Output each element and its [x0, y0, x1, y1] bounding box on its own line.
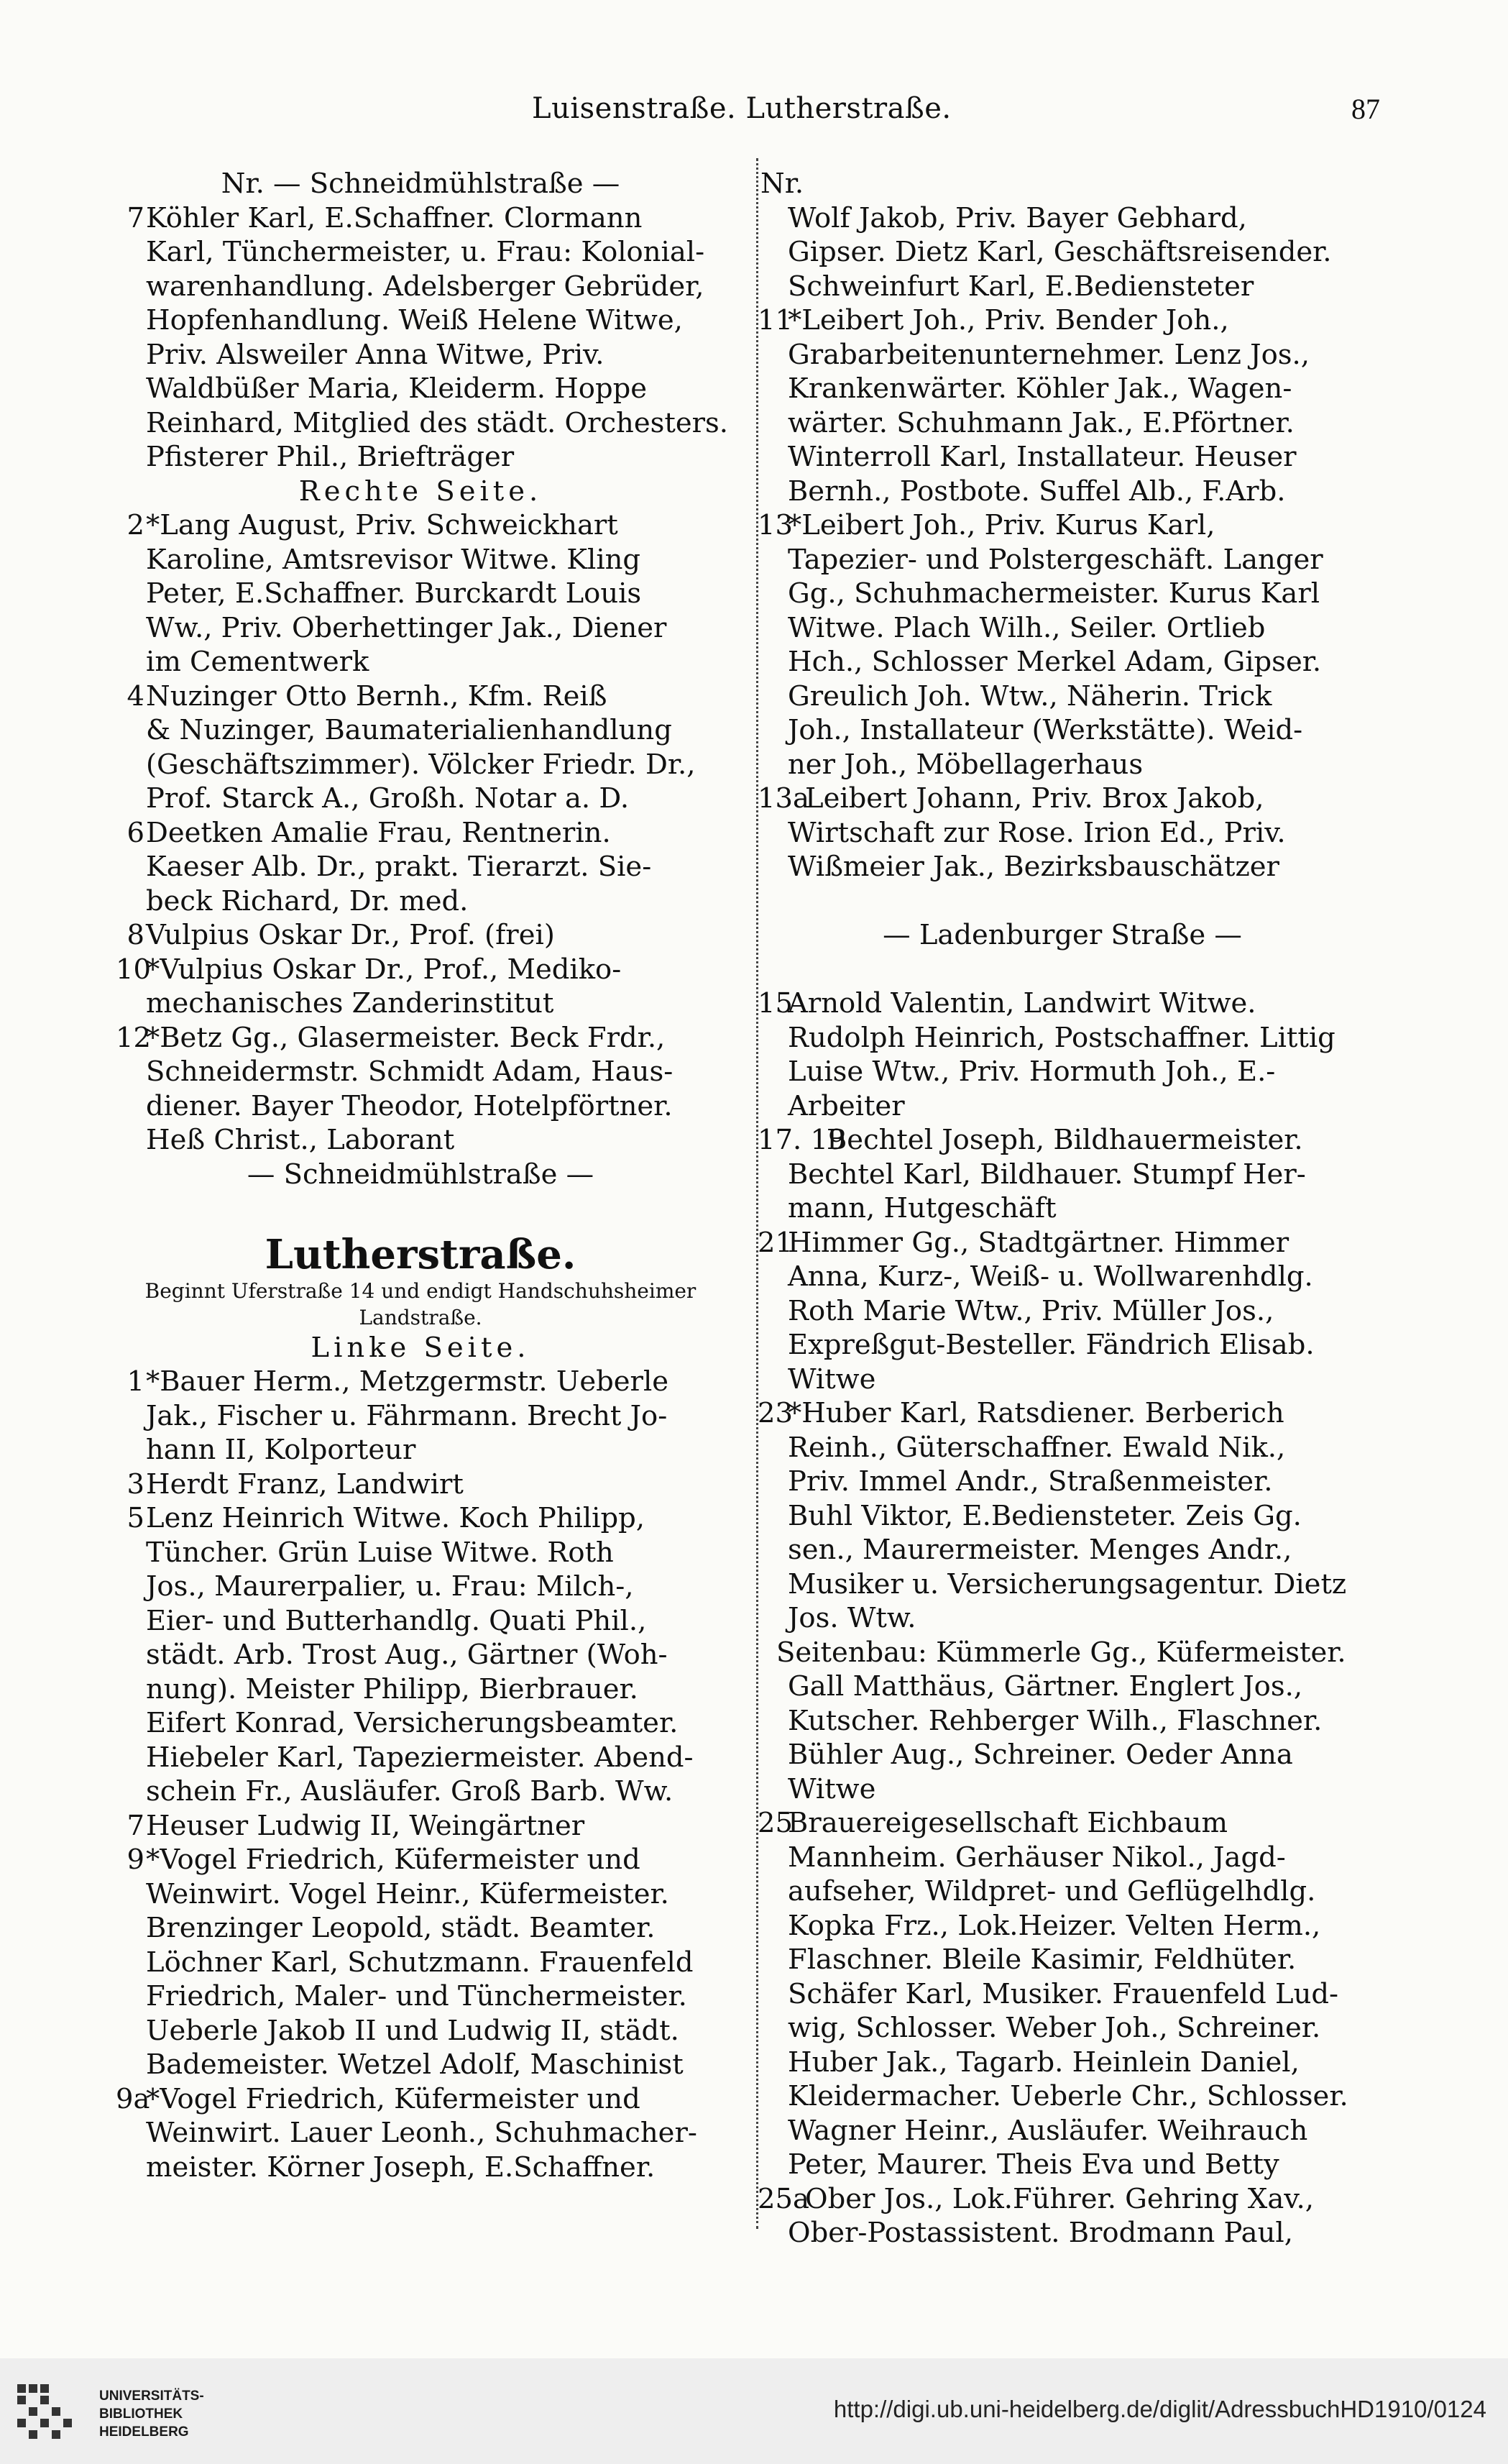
house-number: 6 [127, 816, 144, 849]
directory-line [760, 1943, 1364, 1977]
line-text: Winterroll Karl, Installateur. Heuser [788, 441, 1297, 473]
line-text: Löchner Karl, Schutzmann. Frauenfeld [146, 1946, 694, 1979]
line-text: Nr. — Schneidmühlstraße — [221, 168, 620, 200]
line-text: Tapezier- und Polstergeschäft. Langer [788, 543, 1323, 576]
directory-line [119, 1501, 722, 1536]
directory-line [760, 1533, 1364, 1567]
line-text: Landstraße. [359, 1305, 482, 1329]
directory-line [760, 816, 1364, 851]
line-text: *Leibert Joh., Priv. Bender Joh., [788, 304, 1229, 336]
directory-line [760, 782, 1364, 816]
line-text: *Bauer Herm., Metzgermstr. Ueberle [146, 1365, 669, 1398]
directory-line [760, 1977, 1364, 2012]
directory-line [116, 1021, 722, 1055]
directory-line [760, 1123, 1364, 1158]
library-logo-icon [13, 2377, 85, 2449]
line-text: im Cementwerk [146, 646, 369, 678]
line-text: *Vulpius Oskar Dr., Prof., Mediko- [146, 953, 622, 986]
directory-line [760, 713, 1364, 748]
library-logo [13, 2377, 229, 2449]
line-text: Karoline, Amtsrevisor Witwe. Kling [146, 543, 641, 576]
directory-line [119, 2151, 722, 2185]
line-text: Musiker u. Versicherungsagentur. Dietz [788, 1567, 1347, 1600]
line-text: Bechtel Joseph, Bildhauermeister. [827, 1124, 1303, 1156]
line-text: Schneidermstr. Schmidt Adam, Haus- [146, 1055, 673, 1088]
page-header [129, 92, 1380, 135]
line-text: Heß Christ., Laborant [146, 1124, 455, 1156]
directory-line [760, 2011, 1364, 2046]
directory-line [760, 235, 1364, 270]
directory-line [760, 2114, 1364, 2148]
directory-line [119, 577, 722, 611]
directory-line [760, 1260, 1364, 1294]
footer-bar [0, 2358, 1508, 2464]
line-text: Wagner Heinr., Ausläufer. Weihrauch [788, 2114, 1308, 2147]
logo-line: HEIDELBERG [99, 2424, 189, 2440]
line-text: Witwe [788, 1362, 876, 1396]
line-text: Weinwirt. Vogel Heinr., Küfermeister. [146, 1877, 669, 1910]
line-text: Priv. Alsweiler Anna Witwe, Priv. [146, 338, 604, 371]
directory-line [760, 543, 1364, 577]
line-text: — Ladenburger Straße — [883, 919, 1242, 951]
line-text: Friedrich, Maler- und Tünchermeister. [146, 1980, 687, 2012]
house-number: 17. 19 [758, 1124, 846, 1156]
line-text: mechanisches Zanderinstitut [146, 987, 554, 1020]
line-text: Wirtschaft zur Rose. Irion Ed., Priv. [788, 816, 1286, 849]
line-text: aufseher, Wildpret- und Geflügelhdlg. [788, 1875, 1316, 1907]
directory-line [119, 1399, 722, 1434]
logo-line: UNIVERSITÄTS- [99, 2389, 204, 2404]
street-description [119, 1304, 722, 1331]
line-text: Grabarbeitenunternehmer. Lenz Jos., [788, 338, 1310, 371]
line-text: hann II, Kolporteur [146, 1434, 416, 1466]
street-title [119, 1226, 722, 1278]
directory-line [119, 1433, 722, 1467]
line-text: Hch., Schlosser Merkel Adam, Gipser. [788, 646, 1322, 678]
section-heading [119, 167, 722, 201]
house-number: 9 [127, 1844, 144, 1876]
line-text: Joh., Installateur (Werkstätte). Weid- [788, 714, 1303, 746]
line-text: Gipser. Dietz Karl, Geschäftsreisender. [788, 236, 1332, 268]
line-text: Brenzinger Leopold, städt. Beamter. [146, 1912, 656, 1944]
directory-line [760, 1431, 1364, 1465]
line-text: Mannheim. Gerhäuser Nikol., Jagd- [788, 1841, 1286, 1874]
directory-line [119, 1089, 722, 1124]
line-text: Himmer Gg., Stadtgärtner. Himmer [788, 1226, 1289, 1259]
directory-line [119, 270, 722, 304]
directory-line [760, 372, 1364, 406]
line-text: Bernh., Postbote. Suffel Alb., F.Arb. [788, 475, 1286, 508]
line-text: Nr. [760, 168, 804, 200]
directory-line [119, 850, 722, 884]
house-number: 23 [758, 1397, 793, 1429]
line-text: Karl, Tünchermeister, u. Frau: Kolonial- [146, 236, 705, 268]
directory-line [119, 1877, 722, 1912]
directory-line [760, 1055, 1364, 1089]
directory-line [760, 1499, 1364, 1534]
house-number: 4 [127, 679, 144, 713]
line-text: & Nuzinger, Baumaterialienhandlung [146, 714, 672, 746]
line-text: Wißmeier Jak., Bezirksbauschätzer [788, 851, 1279, 883]
street-description [119, 1278, 722, 1304]
line-text: Hopfenhandlung. Weiß Helene Witwe, [146, 304, 683, 336]
directory-line [760, 1874, 1364, 1909]
directory-line [760, 1704, 1364, 1739]
house-number: 21 [758, 1226, 793, 1259]
directory-line [116, 953, 722, 987]
directory-line [119, 372, 722, 406]
line-text: Lutherstraße. [265, 1230, 576, 1278]
library-logo-text [99, 2387, 204, 2441]
line-text: *Betz Gg., Glasermeister. Beck Frdr., [146, 1021, 666, 1054]
line-text: nung). Meister Philipp, Bierbrauer. [146, 1672, 638, 1705]
section-heading [119, 475, 722, 509]
house-number: 5 [127, 1502, 144, 1534]
house-number: 25a [758, 2182, 809, 2215]
house-number: 11 [758, 304, 793, 336]
line-text: Tüncher. Grün Luise Witwe. Roth [146, 1536, 614, 1569]
house-number: 1 [127, 1365, 144, 1398]
directory-line [119, 884, 722, 919]
directory-line [760, 748, 1364, 782]
directory-line [119, 1365, 722, 1399]
directory-line [760, 2148, 1364, 2182]
directory-line [119, 1055, 722, 1089]
house-number: 25 [758, 1807, 793, 1839]
directory-line [760, 1328, 1364, 1362]
directory-line [760, 850, 1364, 884]
line-text: *Huber Karl, Ratsdiener. Berberich [788, 1397, 1284, 1429]
line-text: Ober Jos., Lok.Führer. Gehring Xav., [805, 2182, 1314, 2215]
house-number: 8 [127, 919, 144, 951]
line-text: Pfisterer Phil., Briefträger [146, 441, 515, 473]
line-text: Bühler Aug., Schreiner. Oeder Anna [788, 1739, 1293, 1771]
spacer [760, 884, 1364, 919]
line-text: Schweinfurt Karl, E.Bediensteter [788, 270, 1254, 303]
directory-line [760, 2216, 1364, 2250]
line-text: Peter, Maurer. Theis Eva und Betty [788, 2148, 1279, 2181]
directory-line [119, 1467, 722, 1502]
directory-line [760, 1226, 1364, 1260]
directory-line [760, 167, 1364, 201]
directory-line [760, 1738, 1364, 1772]
line-text: Waldbüßer Maria, Kleiderm. Hoppe [146, 372, 648, 405]
directory-line [119, 1843, 722, 1877]
directory-line [760, 1909, 1364, 1943]
directory-line [119, 406, 729, 441]
line-text: Arnold Valentin, Landwirt Witwe. [788, 987, 1256, 1020]
directory-line [760, 2079, 1364, 2114]
line-text: Anna, Kurz-, Weiß- u. Wollwarenhdlg. [788, 1260, 1313, 1293]
line-text: mann, Hutgeschäft [788, 1192, 1057, 1224]
directory-line [119, 748, 722, 782]
directory-line [760, 1567, 1364, 1602]
directory-line [760, 1601, 1364, 1636]
directory-line [119, 1706, 722, 1741]
page-number: 87 [1351, 93, 1380, 125]
directory-line [119, 338, 722, 372]
directory-line [119, 713, 722, 748]
directory-line [760, 1396, 1364, 1431]
line-text: Buhl Viktor, E.Bediensteter. Zeis Gg. [788, 1499, 1302, 1532]
source-url[interactable]: http://digi.ub.uni-heidelberg.de/diglit/AdressbuchHD1910/0124 [833, 2396, 1486, 2422]
directory-line [760, 645, 1364, 679]
directory-line [119, 679, 722, 714]
line-text: Kaeser Alb. Dr., prakt. Tierarzt. Sie- [146, 851, 652, 883]
directory-line [760, 1841, 1364, 1875]
line-text: Brauereigesellschaft Eichbaum [788, 1807, 1228, 1839]
directory-line [119, 986, 722, 1021]
directory-line [119, 1536, 722, 1570]
line-text: Kleidermacher. Ueberle Chr., Schlosser. [788, 2080, 1348, 2112]
line-text: Heuser Ludwig II, Weingärtner [146, 1809, 585, 1842]
line-text: ner Joh., Möbellagerhaus [788, 748, 1144, 781]
directory-line [119, 1672, 722, 1707]
house-number: 15 [758, 987, 793, 1020]
section-heading [119, 1331, 722, 1365]
line-text: sen., Maurermeister. Menges Andr., [788, 1534, 1292, 1566]
directory-line [760, 1021, 1364, 1055]
line-text: Vulpius Oskar Dr., Prof. (frei) [146, 919, 555, 951]
line-text: städt. Arb. Trost Aug., Gärtner (Woh- [146, 1639, 668, 1671]
house-number: 3 [127, 1467, 144, 1501]
line-text: Flaschner. Bleile Kasimir, Feldhüter. [788, 1943, 1297, 1976]
line-text: Eier- und Butterhandlg. Quati Phil., [146, 1604, 647, 1637]
directory-line [760, 1158, 1364, 1192]
directory-line [119, 782, 722, 816]
line-text: Ueberle Jakob II und Ludwig II, städt. [146, 2014, 679, 2047]
directory-line [760, 986, 1364, 1021]
house-number: 7 [127, 1809, 144, 1842]
directory-line [119, 1604, 722, 1639]
directory-line [760, 1294, 1364, 1329]
directory-line [760, 1806, 1364, 1841]
line-text: warenhandlung. Adelsberger Gebrüder, [146, 270, 704, 303]
line-text: *Vogel Friedrich, Küfermeister und [146, 2082, 640, 2115]
line-text: Rudolph Heinrich, Postschaffner. Littig [788, 1021, 1335, 1054]
directory-line [760, 475, 1364, 509]
line-text: Gall Matthäus, Gärtner. Englert Jos., [788, 1670, 1303, 1703]
logo-line: BIBLIOTHEK [99, 2406, 183, 2422]
directory-line [760, 577, 1364, 611]
line-text: Linke Seite. [311, 1331, 530, 1364]
directory-line [760, 2182, 1364, 2217]
line-text: Prof. Starck A., Großh. Notar a. D. [146, 782, 630, 815]
house-number: 7 [127, 201, 144, 234]
directory-line [119, 1774, 722, 1809]
line-text: Ober-Postassistent. Brodmann Paul, [788, 2217, 1293, 2249]
line-text: — Schneidmühlstraße — [247, 1158, 594, 1191]
directory-line [760, 303, 1364, 338]
directory-line [119, 2014, 722, 2048]
line-text: Weinwirt. Lauer Leonh., Schuhmacher- [146, 2117, 697, 2149]
page-title: Luisenstraße. Lutherstraße. [532, 92, 952, 125]
line-text: (Geschäftszimmer). Völcker Friedr. Dr., [146, 748, 696, 781]
directory-line [760, 1636, 1364, 1670]
section-heading [119, 1158, 722, 1192]
line-text: schein Fr., Ausläufer. Groß Barb. Ww. [146, 1775, 673, 1808]
line-text: Jak., Fischer u. Fährmann. Brecht Jo- [146, 1399, 668, 1432]
directory-line [119, 816, 722, 851]
line-text: Bademeister. Wetzel Adolf, Maschinist [146, 2048, 684, 2081]
line-text: Herdt Franz, Landwirt [146, 1467, 464, 1501]
line-text: Witwe [788, 1772, 876, 1805]
directory-line [116, 2082, 722, 2117]
line-text: *Vogel Friedrich, Küfermeister und [146, 1844, 640, 1876]
line-text: Greulich Joh. Wtw., Näherin. Trick [788, 679, 1272, 713]
line-text: *Lang August, Priv. Schweickhart [146, 509, 618, 541]
line-text: *Leibert Joh., Priv. Kurus Karl, [788, 509, 1215, 541]
directory-line [760, 406, 1364, 441]
line-text: Kutscher. Rehberger Wilh., Flaschner. [788, 1704, 1323, 1737]
line-text: Krankenwärter. Köhler Jak., Wagen- [788, 372, 1292, 405]
line-text: wärter. Schuhmann Jak., E.Pförtner. [788, 406, 1295, 439]
line-text: meister. Körner Joseph, E.Schaffner. [146, 2151, 656, 2184]
line-text: Expreßgut-Besteller. Fändrich Elisab. [788, 1329, 1315, 1361]
line-text: Reinh., Güterschaffner. Ewald Nik., [788, 1431, 1286, 1464]
directory-line [119, 1946, 722, 1980]
house-number: 13a [758, 782, 809, 815]
directory-line [119, 1123, 722, 1158]
line-text: Arbeiter [788, 1089, 905, 1122]
directory-line [760, 338, 1364, 372]
line-text: Reinhard, Mitglied des städt. Orchesters. [146, 406, 729, 439]
directory-line [760, 2046, 1364, 2080]
directory-line [760, 1772, 1364, 1807]
line-text: Hiebeler Karl, Tapeziermeister. Abend- [146, 1741, 694, 1774]
house-number: 10 [116, 953, 151, 986]
line-text: Köhler Karl, E.Schaffner. Clormann [146, 201, 643, 234]
directory-line [760, 270, 1364, 304]
house-number: 13 [758, 509, 793, 541]
line-text: wig, Schlosser. Weber Joh., Schreiner. [788, 2012, 1321, 2044]
line-text: Leibert Johann, Priv. Brox Jakob, [805, 782, 1264, 815]
line-text: Bechtel Karl, Bildhauer. Stumpf Her- [788, 1158, 1306, 1191]
line-text: Ww., Priv. Oberhettinger Jak., Diener [146, 611, 667, 644]
directory-line [119, 1741, 722, 1775]
line-text: Kopka Frz., Lok.Heizer. Velten Herm., [788, 1909, 1321, 1942]
line-text: Schäfer Karl, Musiker. Frauenfeld Lud- [788, 1977, 1339, 2010]
line-text: Nuzinger Otto Bernh., Kfm. Reiß [146, 679, 607, 713]
house-number: 2 [127, 509, 144, 541]
directory-line [119, 508, 722, 543]
directory-line [760, 679, 1364, 714]
directory-line [760, 1089, 1364, 1124]
directory-line [119, 2116, 722, 2151]
line-text: beck Richard, Dr. med. [146, 884, 469, 917]
line-text: Gg., Schuhmachermeister. Kurus Karl [788, 577, 1320, 610]
line-text: Luise Wtw., Priv. Hormuth Joh., E.- [788, 1055, 1276, 1088]
line-text: diener. Bayer Theodor, Hotelpförtner. [146, 1089, 673, 1122]
line-text: Seitenbau: Kümmerle Gg., Küfermeister. [776, 1636, 1346, 1669]
left-column [116, 167, 729, 2184]
line-text: Beginnt Uferstraße 14 und endigt Handschuhsheimer [144, 1278, 696, 1303]
directory-line [760, 611, 1364, 646]
line-text: Witwe. Plach Wilh., Seiler. Ortlieb [788, 611, 1266, 644]
directory-line [119, 611, 722, 646]
line-text: Roth Marie Wtw., Priv. Müller Jos., [788, 1294, 1274, 1327]
directory-line [119, 543, 722, 577]
house-number: 9a [116, 2082, 150, 2115]
directory-line [119, 1979, 722, 2014]
line-text: Lenz Heinrich Witwe. Koch Philipp, [146, 1502, 645, 1534]
directory-line [119, 1638, 722, 1672]
column-divider [756, 158, 758, 2229]
directory-line [760, 1191, 1364, 1226]
line-text: Priv. Immel Andr., Straßenmeister. [788, 1465, 1273, 1498]
directory-line [119, 2048, 722, 2082]
directory-line [119, 303, 722, 338]
directory-line [760, 1362, 1364, 1397]
directory-line [119, 1911, 722, 1946]
directory-line [760, 1465, 1364, 1499]
house-number: 12 [116, 1021, 151, 1054]
directory-line [119, 918, 722, 953]
line-text: Deetken Amalie Frau, Rentnerin. [146, 816, 611, 849]
spacer [760, 953, 1364, 987]
section-heading [760, 918, 1364, 953]
directory-line [760, 440, 1364, 475]
directory-line [119, 1570, 722, 1604]
line-text: Jos., Maurerpalier, u. Frau: Milch-, [146, 1570, 634, 1603]
directory-line [760, 508, 1364, 543]
line-text: Wolf Jakob, Priv. Bayer Gebhard, [788, 201, 1247, 234]
directory-line [760, 201, 1364, 236]
line-text: Huber Jak., Tagarb. Heinlein Daniel, [788, 2046, 1300, 2079]
directory-line [119, 440, 722, 475]
directory-line [760, 1670, 1364, 1704]
spacer [119, 1191, 722, 1226]
right-column [760, 167, 1364, 2250]
directory-line [119, 1809, 722, 1844]
line-text: Jos. Wtw. [788, 1602, 916, 1634]
directory-line [119, 235, 722, 270]
directory-line [119, 645, 722, 679]
line-text: Rechte Seite. [298, 475, 543, 508]
line-text: Peter, E.Schaffner. Burckardt Louis [146, 577, 642, 610]
directory-line [119, 201, 722, 236]
line-text: Eifert Konrad, Versicherungsbeamter. [146, 1707, 679, 1739]
